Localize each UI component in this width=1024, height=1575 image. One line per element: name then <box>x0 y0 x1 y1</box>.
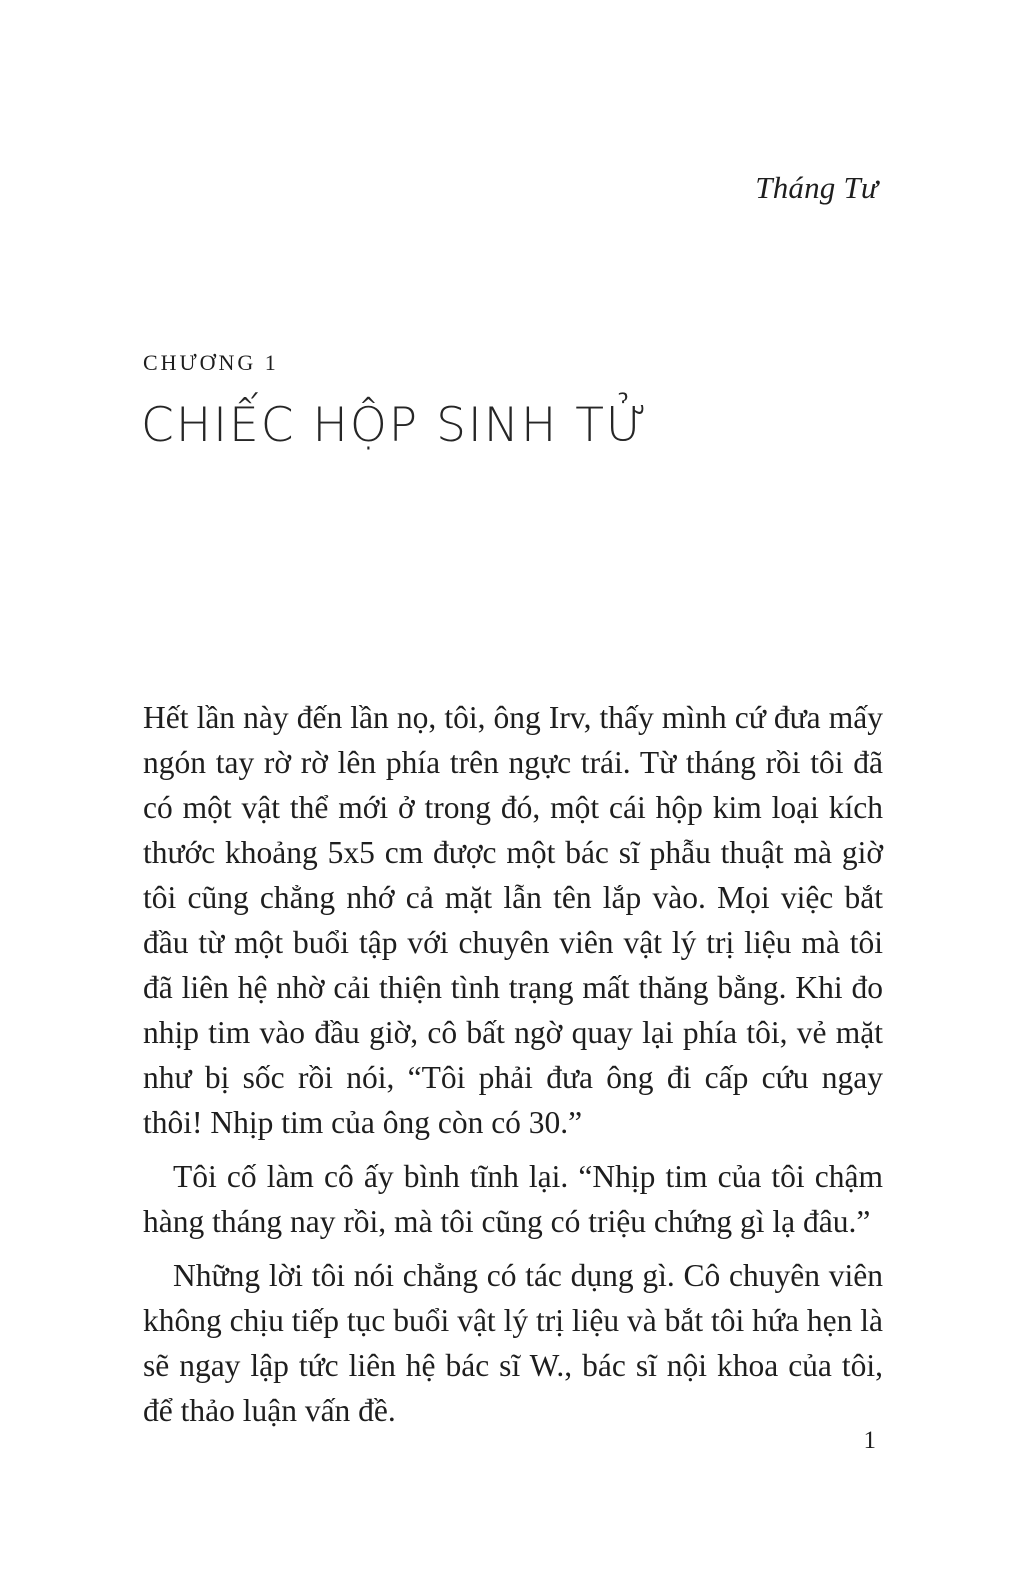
chapter-title: CHIẾC HỘP SINH TỬ <box>141 398 650 453</box>
paragraph: Hết lần này đến lần nọ, tôi, ông Irv, thấy mình cứ đưa mấy ngón tay rờ rờ lên phía trên ngực trái. Từ tháng rồi tôi đã có một vật thể mới ở trong đó, một cái hộp kim loại kích thước khoảng 5x5 cm được một bác sĩ phẫu thuật mà giờ tôi cũng chẳng nhớ cả mặt lẫn tên lắp vào. Mọi việc bắt đầu từ một buổi tập với chuyên viên vật lý trị liệu mà tôi đã liên hệ nhờ cải thiện tình trạng mất thăng bằng. Khi đo nhịp tim vào đầu giờ, cô bất ngờ quay lại phía tôi, vẻ mặt như bị sốc rồi nói, “Tôi phải đưa ông đi cấp cứu ngay thôi! Nhịp tim của ông còn có 30.” <box>143 700 883 1140</box>
section-month-heading: Tháng Tư <box>755 170 878 205</box>
paragraph: Tôi cố làm cô ấy bình tĩnh lại. “Nhịp tim của tôi chậm hàng tháng nay rồi, mà tôi cũng có triệu chứng gì lạ đâu.” <box>143 1159 883 1239</box>
paragraph: Những lời tôi nói chẳng có tác dụng gì. Cô chuyên viên không chịu tiếp tục buổi vật lý trị liệu và bắt tôi hứa hẹn là sẽ ngay lập tức liên hệ bác sĩ W., bác sĩ nội khoa của tôi, để thảo luận vấn đề. <box>143 1258 883 1428</box>
chapter-label: CHƯƠNG 1 <box>143 350 279 375</box>
page-number: 1 <box>863 1427 876 1454</box>
chapter-body <box>143 695 883 1442</box>
